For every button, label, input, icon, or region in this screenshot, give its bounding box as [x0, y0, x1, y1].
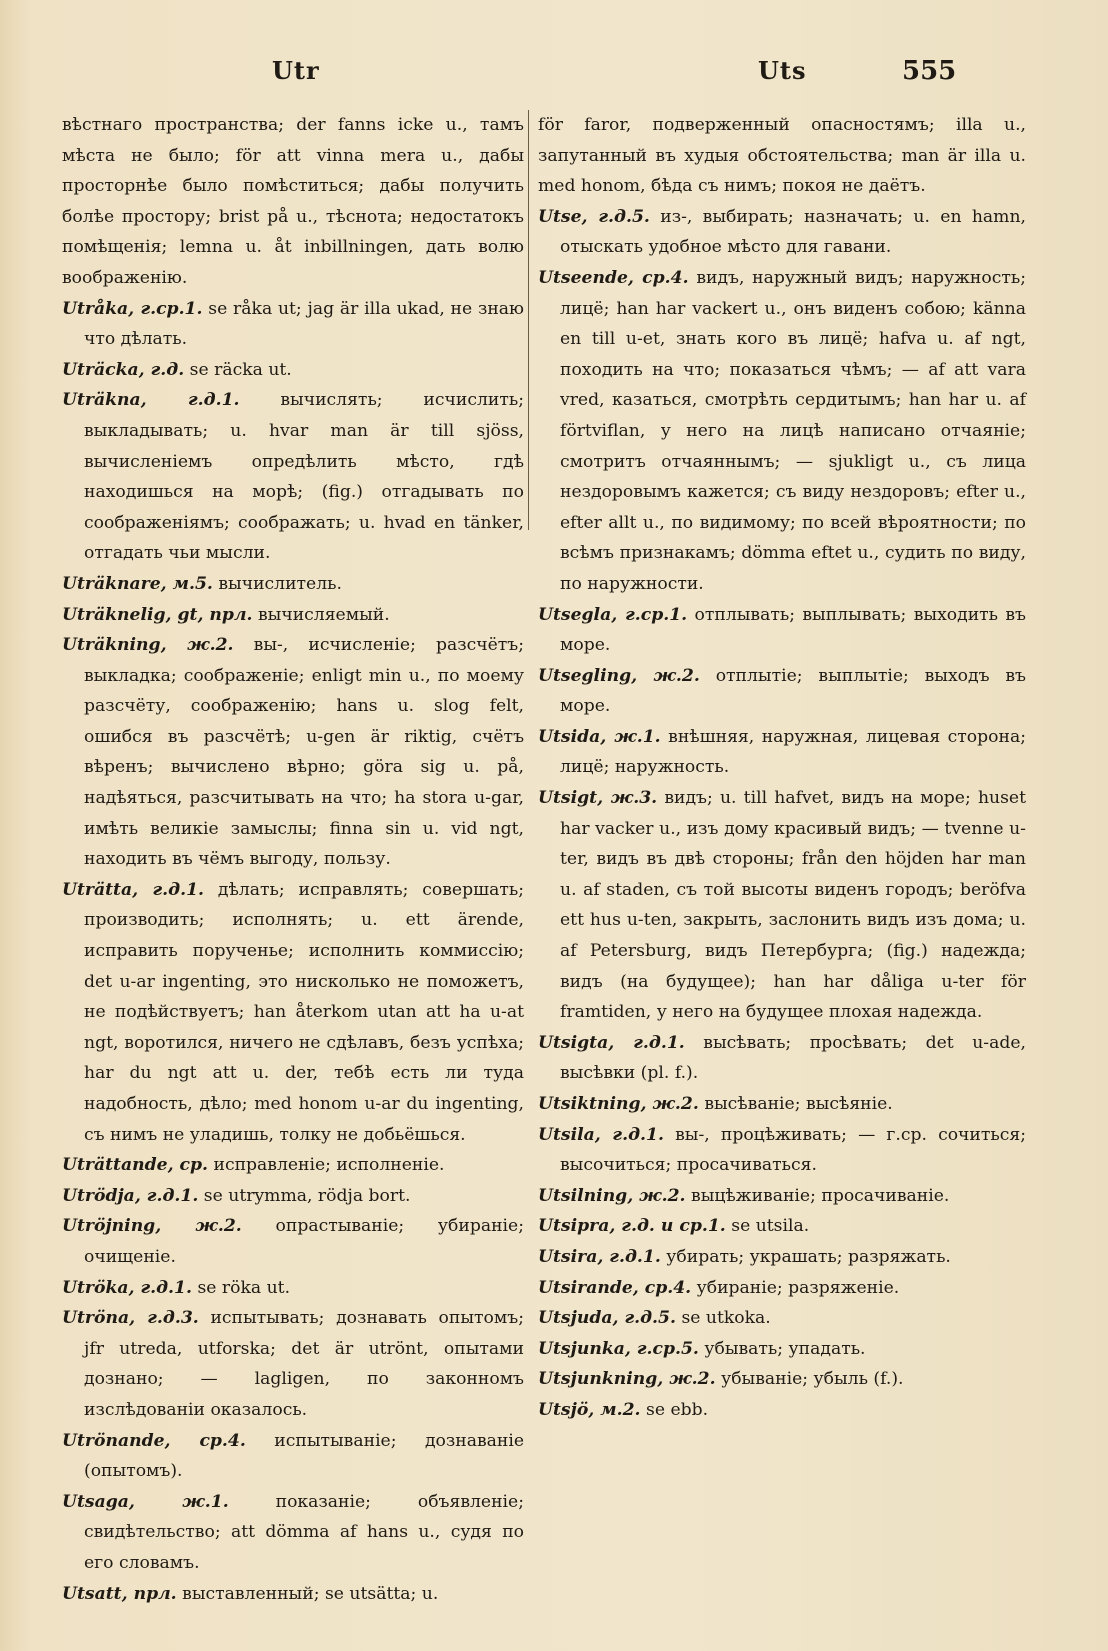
- dictionary-entry: [62, 1426, 524, 1487]
- right-column: [538, 110, 1026, 1426]
- entry-headword: Utsjunka, г.ср.5.: [538, 1338, 699, 1359]
- entry-headword: Utsipra, г.д. и ср.1.: [538, 1216, 726, 1237]
- dictionary-entry: [62, 600, 524, 631]
- entry-headword: Utsirande, ср.4.: [538, 1277, 692, 1298]
- dictionary-entry: [538, 1211, 1026, 1242]
- entry-headword: Utsila, г.д.1.: [538, 1124, 664, 1145]
- entry-definition: видъ, наружный видъ; наружность; лицё; han har vackert u., онъ виденъ собою; känna en till u-et, знать кого въ лицё; hafva u. af ngt, походить на что; показаться чѣмъ; — af att vara vred, казаться, смотрѣть сердитымъ; han har u. af förtviflan, у него на лицѣ написано отчаяніе; смотритъ отчаяннымъ; — sjukligt u., съ лица нездоровымъ кажется; съ виду нездоровъ; efter u., efter allt u., по видимому; по всей вѣроятности; по всѣмъ признакамъ; dömma eftet u., судить по виду, по наружности.: [560, 267, 1026, 594]
- entry-headword: Uträtta, г.д.1.: [62, 879, 205, 900]
- entry-definition: вы-, исчисленіе; разсчётъ; выкладка; соображеніе; enligt min u., по моему разсчёту, соображенію; hans u. slog felt, ошибся въ разсчётѣ; u-gen är riktig, счётъ вѣренъ; вычислено вѣрно; göra sig u. på, надѣяться, разсчитывать на что; ha stora u-gar, имѣть великіе замыслы; finna sin u. vid ngt, находить въ чёмъ выгоду, пользу.: [84, 635, 525, 870]
- dictionary-entry: [538, 1364, 1026, 1395]
- entry-definition: вычислять; исчислить; выкладывать; u. hvar man är till sjöss, вычисленіемъ опредѣлить мѣсто, гдѣ находишься на морѣ; (fig.) отгадывать по соображеніямъ; соображать; u. hvad en tänker, отгадать чьи мысли.: [84, 390, 524, 564]
- entry-headword: Uträcka, г.д.: [62, 359, 185, 380]
- entry-definition: вычислитель.: [218, 573, 342, 594]
- dictionary-entry: [538, 783, 1026, 1028]
- column-divider: [528, 110, 529, 530]
- entry-definition: вѣстнаго пространства; der fanns icke u., тамъ мѣста не было; för att vinna mera u., дабы просторнѣе было помѣститься; дабы получить болѣе простору; brist på u., тѣснота; недостатокъ помѣщенія; lemna u. åt inbillningen, дать волю воображенію.: [62, 115, 524, 288]
- dictionary-entry: [538, 600, 1026, 661]
- dictionary-entry: [62, 1487, 524, 1579]
- entry-headword: Utsjuda, г.д.5.: [538, 1308, 676, 1329]
- entry-definition: выцѣживаніе; просачиваніе.: [691, 1185, 950, 1206]
- dictionary-entry: [538, 202, 1026, 263]
- entry-headword: Utsida, ж.1.: [538, 726, 661, 747]
- entry-definition: внѣшняя, наружная, лицевая сторона; лицё; наружность.: [560, 726, 1026, 778]
- dictionary-entry: [538, 722, 1026, 783]
- entry-headword: Utröna, г.д.3.: [62, 1308, 199, 1329]
- entry-definition: se räcka ut.: [189, 359, 292, 380]
- entry-headword: Utsaga, ж.1.: [62, 1491, 229, 1512]
- dictionary-entry: [538, 110, 1026, 202]
- dictionary-entry: [62, 110, 524, 294]
- entry-definition: убирать; украшать; разряжать.: [666, 1246, 951, 1267]
- entry-definition: se ebb.: [646, 1399, 709, 1420]
- entry-headword: Uträttande, ср.: [62, 1155, 209, 1176]
- entry-headword: Utsigta, г.д.1.: [538, 1032, 685, 1053]
- dictionary-entry: [62, 569, 524, 600]
- entry-definition: видъ; u. till hafvet, видъ на море; huset har vacker u., изъ дому красивый видъ; — tvenne u-ter, видъ въ двѣ стороны; från den höjden har man u. af staden, съ той высоты виденъ городъ; beröfva ett hus u-ten, закрыть, заслонить видъ изъ дома; u. af Petersburg, видъ Петербурга; (fig.) надежда; видъ (на будущее); han har dåliga u-ter för framtiden, у него на будущее плохая надежда.: [560, 788, 1026, 1023]
- dictionary-entry: [538, 1395, 1026, 1426]
- entry-definition: дѣлать; исправлять; совершать; производить; исполнять; u. ett ärende, исправить порученье; исполнить коммиссію; det u-ar ingenting, это нисколько не поможетъ, не подѣйствуетъ; han återkom utan att ha u-at ngt, воротился, ничего не сдѣлавъ, безъ успѣха; har du ngt att u. der, тебѣ есть ли туда надобность, дѣло; med honom u-ar du ingenting, съ нимъ не уладишь, толку не добьёшься.: [84, 879, 524, 1145]
- entry-headword: Utsegling, ж.2.: [538, 665, 700, 686]
- entry-definition: опрастываніе; убираніе; очищеніе.: [84, 1216, 525, 1267]
- entry-definition: se utrymma, rödja bort.: [203, 1185, 411, 1206]
- entry-headword: Utsatt, прл.: [62, 1583, 177, 1604]
- entry-headword: Utsiktning, ж.2.: [538, 1094, 699, 1114]
- entry-definition: убываніе; убыль (f.).: [721, 1369, 904, 1390]
- dictionary-entry: [538, 1028, 1026, 1089]
- entry-headword: Utse, г.д.5.: [538, 206, 650, 227]
- running-head-left: Utr: [272, 56, 320, 85]
- entry-headword: Uträkning, ж.2.: [62, 635, 234, 656]
- dictionary-entry: [62, 1273, 524, 1304]
- entry-headword: Utseende, ср.4.: [538, 267, 689, 288]
- entry-definition: убираніе; разряженіе.: [696, 1277, 900, 1298]
- entry-definition: исправленіе; исполненіе.: [213, 1155, 445, 1176]
- dictionary-entry: [62, 355, 524, 386]
- entry-definition: испытываніе; дознаваніе (опытомъ).: [84, 1430, 524, 1482]
- entry-definition: выставленный; se utsätta; u.: [182, 1583, 439, 1604]
- entry-headword: Uträknelig, gt, прл.: [62, 604, 253, 625]
- dictionary-entry: [62, 1211, 524, 1272]
- entry-headword: Utröka, г.д.1.: [62, 1277, 192, 1298]
- dictionary-entry: [62, 630, 524, 875]
- left-column: [62, 110, 524, 1609]
- running-head-right: Uts: [758, 56, 807, 85]
- entry-headword: Uträknare, м.5.: [62, 573, 213, 594]
- entry-headword: Utsjö, м.2.: [538, 1399, 641, 1420]
- dictionary-entry: [62, 875, 524, 1150]
- entry-headword: Utrödja, г.д.1.: [62, 1185, 199, 1206]
- dictionary-entry: [62, 385, 524, 569]
- dictionary-entry: [538, 263, 1026, 600]
- entry-definition: высѣвать; просѣвать; det u-ade, высѣвки (pl. f.).: [560, 1032, 1026, 1084]
- entry-headword: Utröjning, ж.2.: [62, 1216, 242, 1237]
- dictionary-entry: [538, 1120, 1026, 1181]
- entry-definition: för faror, подверженный опасностямъ; illa u., запутанный въ худыя обстоятельства; man är illa u. med honom, бѣда съ нимъ; покоя не даётъ.: [538, 115, 1026, 197]
- dictionary-entry: [538, 1334, 1026, 1365]
- entry-definition: показаніе; объявленіе; свидѣтельство; att dömma af hans u., судя по его словамъ.: [84, 1491, 525, 1573]
- entry-definition: высѣваніе; высѣяніе.: [704, 1094, 893, 1114]
- entry-definition: убывать; упадать.: [704, 1338, 866, 1359]
- page-number: 555: [902, 56, 957, 86]
- entry-headword: Uträkna, г.д.1.: [62, 390, 240, 411]
- entry-definition: se utsila.: [731, 1216, 810, 1237]
- entry-headword: Utsira, г.д.1.: [538, 1246, 661, 1267]
- entry-definition: испытывать; дознавать опытомъ; jfr utreda, utforska; det är utrönt, опытами дознано; — lagligen, по законномъ изслѣдованіи оказалось.: [84, 1308, 524, 1420]
- dictionary-entry: [538, 1089, 1026, 1120]
- entry-headword: Utråka, г.ср.1.: [62, 298, 203, 319]
- entry-headword: Utsilning, ж.2.: [538, 1185, 686, 1206]
- entry-headword: Utsjunkning, ж.2.: [538, 1369, 716, 1390]
- dictionary-entry: [538, 1242, 1026, 1273]
- entry-definition: se utkoka.: [681, 1308, 771, 1329]
- dictionary-entry: [538, 1273, 1026, 1304]
- dictionary-entry: [538, 1303, 1026, 1334]
- entry-headword: Utrönande, ср.4.: [62, 1430, 246, 1451]
- dictionary-entry: [538, 1181, 1026, 1212]
- entry-definition: вы-, процѣживать; — г.ср. сочиться; высочиться; просачиваться.: [560, 1124, 1027, 1176]
- entry-definition: отплывать; выплывать; выходить въ море.: [560, 604, 1026, 656]
- entry-definition: вычисляемый.: [257, 604, 390, 625]
- entry-definition: se råka ut; jag är illa ukad, не знаю что дѣлать.: [84, 298, 524, 350]
- entry-definition: отплытіе; выплытіе; выходъ въ море.: [560, 665, 1026, 717]
- dictionary-entry: [62, 294, 524, 355]
- dictionary-entry: [62, 1303, 524, 1425]
- dictionary-entry: [62, 1150, 524, 1181]
- entry-headword: Utsegla, г.ср.1.: [538, 604, 688, 625]
- entry-definition: se röka ut.: [197, 1277, 291, 1298]
- dictionary-entry: [538, 661, 1026, 722]
- dictionary-entry: [62, 1579, 524, 1610]
- dictionary-entry: [62, 1181, 524, 1212]
- entry-definition: из-, выбирать; назначать; u. en hamn, отыскать удобное мѣсто для гавани.: [560, 206, 1026, 258]
- entry-headword: Utsigt, ж.3.: [538, 788, 658, 809]
